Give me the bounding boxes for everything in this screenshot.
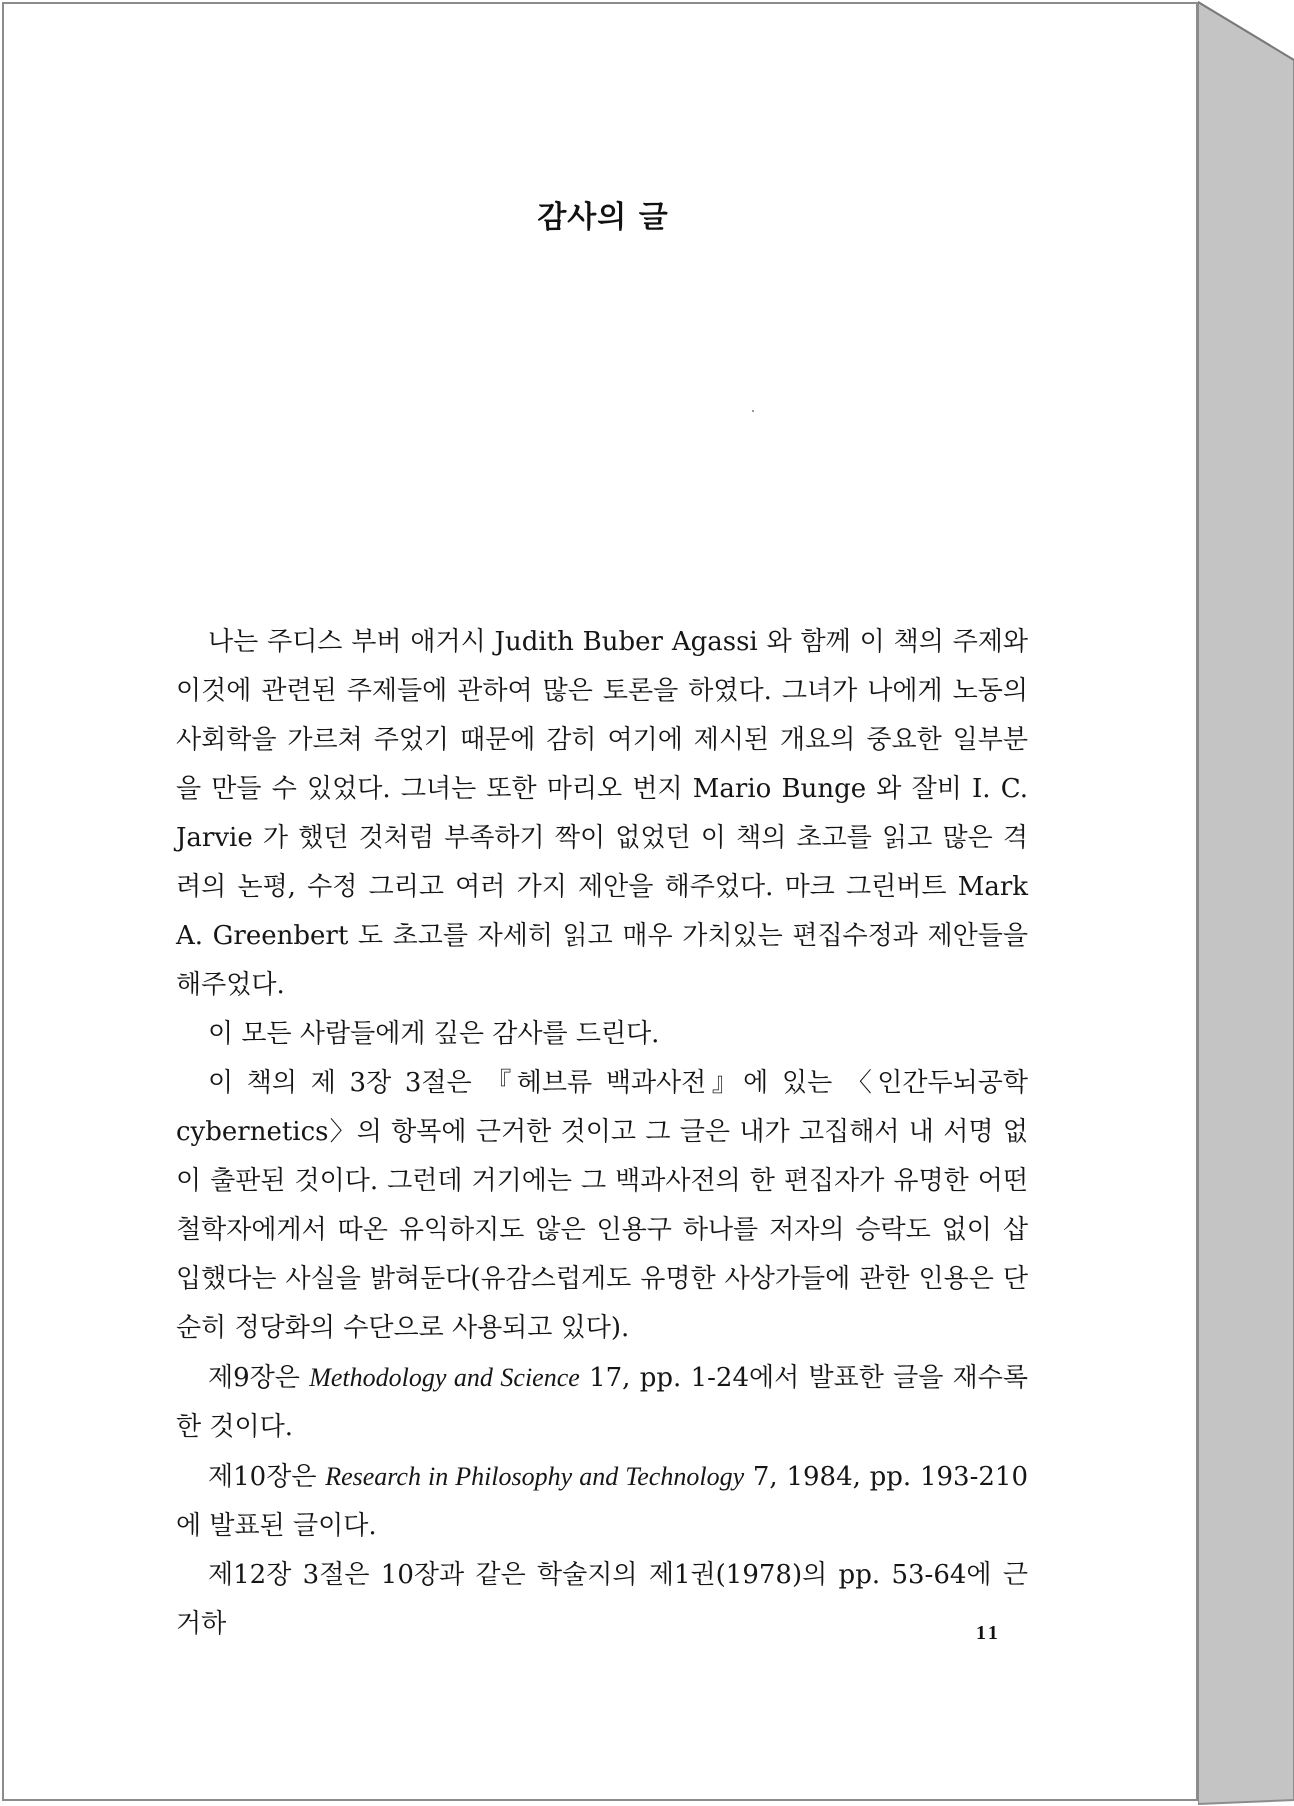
acknowledgements-body [176,618,1028,1649]
paragraph-chapter3-source: 이 책의 제 3장 3절은 『헤브류 백과사전』에 있는 〈인간두뇌공학 cybernetics〉의 항목에 근거한 것이고 그 글은 내가 고집해서 내 서명 없이 출판된 것이다. 그런데 거기에는 그 백과사전의 한 편집자가 유명한 어떤 철학자에게서 따온 유익하지도 않은 인용구 하나를 저자의 승락도 없이 삽입했다는 사실을 밝혀둔다(유감스럽게도 유명한 사상가들에 관한 인용은 단순히 정당화의 수단으로 사용되고 있다). [176,1068,1028,1343]
page-number: 11 [976,1622,1001,1644]
page-title: 감사의 글 [537,200,669,235]
book-spine-edge [1198,0,1294,1806]
chapter9-prefix: 제9장은 [208,1363,310,1393]
chapter9-journal-title: Methodology and Science [309,1363,580,1392]
paragraph-gratitude: 이 모든 사람들에게 깊은 감사를 드린다. [208,1019,660,1049]
book-edge-shape [1198,0,1294,1806]
paragraph-chapter12-source: 제12장 3절은 10장과 같은 학술지의 제1권(1978)의 pp. 53-64에 근거하 [176,1560,1028,1639]
paragraph-chapter9-source [176,1353,1028,1452]
paragraph-acknowledgement-colleagues: 나는 주디스 부버 애거시 Judith Buber Agassi 와 함께 이 책의 주제와 이것에 관련된 주제들에 관하여 많은 토론을 하였다. 그녀가 나에게 노동의 사회학을 가르쳐 주었기 때문에 감히 여기에 제시된 개요의 중요한 일부분을 만들 수 있었다. 그녀는 또한 마리오 번지 Mario Bunge 와 잘비 I. C. Jarvie 가 했던 것처럼 부족하기 짝이 없었던 이 책의 초고를 읽고 많은 격려의 논평, 수정 그리고 여러 가지 제안을 해주었다. 마크 그린버트 Mark A. Greenbert 도 초고를 자세히 읽고 매우 가치있는 편집수정과 제안들을 해주었다. [176,627,1028,1000]
paragraph-chapter10-source [176,1452,1028,1551]
book-page [2,2,1198,1801]
chapter10-journal-title: Research in Philosophy and Technology [325,1462,745,1491]
chapter9-suffix: 17, pp. 1-24에서 발표한 글을 재수록한 것이다. [176,1363,1029,1442]
chapter10-prefix: 제10장은 [208,1462,326,1492]
stray-ink-dot [752,410,754,412]
chapter10-suffix: 7, 1984, pp. 193-210에 발표된 글이다. [176,1462,1028,1541]
